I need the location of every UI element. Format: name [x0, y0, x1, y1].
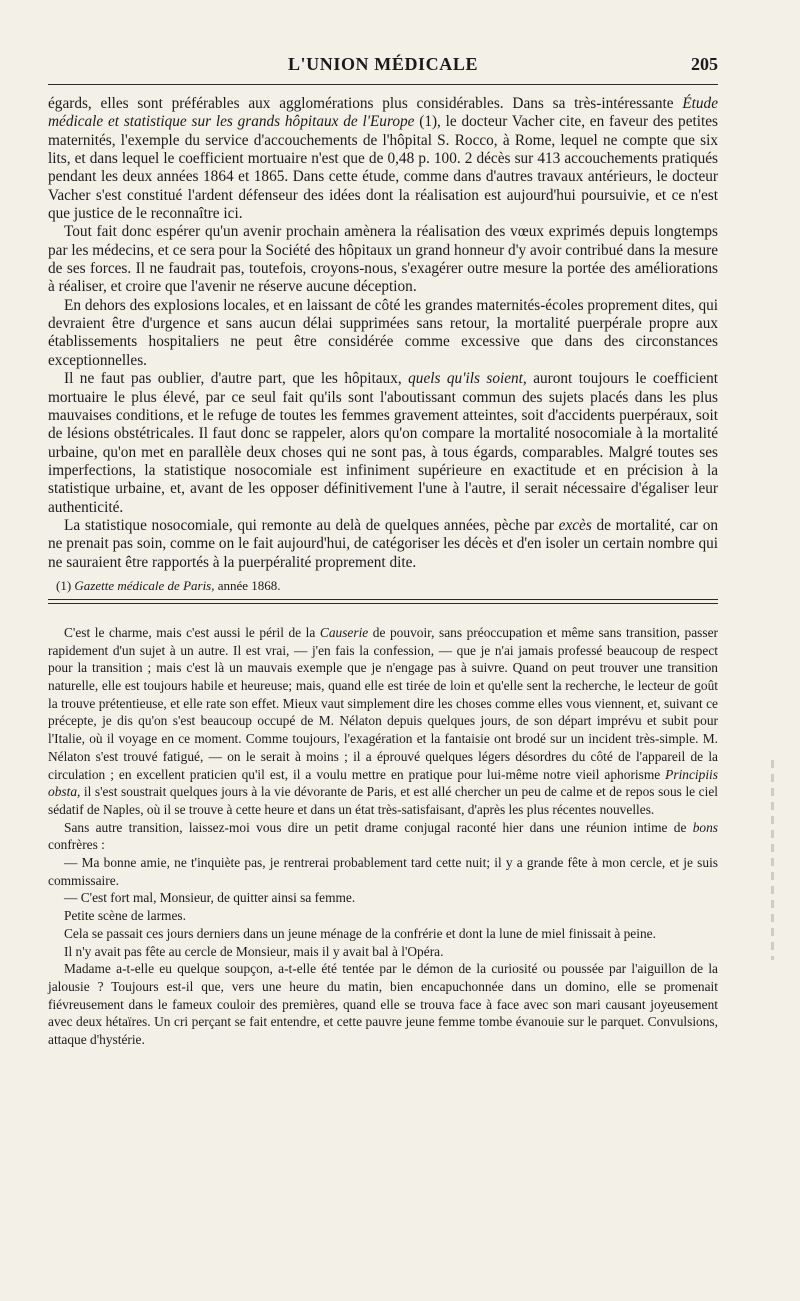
text-run: auront toujours le coefficient mortuaire le plus élevé, par ce seul fait qu'ils sont l'aboutissant commun des sujets placés dans les plus mauvaises conditions, et le refuge de toutes les femmes gravement atteintes, soit d'accidents puerpéraux, soit de lésions obstétricales. Il faut donc se rappeler, alors qu'on compare la mortalité nosocomiale à la mortalité urbaine, qu'on met en parallèle deux choses qui ne sont pas, à tous égards, comparables. Malgré toutes ses imperfections, la statistique nosocomiale est infiniment supérieure en exactitude et en précision à la statistique urbaine, et, avant de les opposer définitivement l'une à l'autre, il serait nécessaire d'égaliser leur authenticité.	[48, 370, 718, 516]
feuilleton-paragraph-4: — C'est fort mal, Monsieur, de quitter ainsi sa femme.	[64, 890, 356, 906]
paragraph-2: Tout fait donc espérer qu'un avenir prochain amènera la réalisation des vœux exprimés depuis longtemps par les médecins, et ce sera pour la Société des hôpitaux un grand honneur d'y avoir contribué dans la mesure de ses forces. Il ne faudrait pas, toutefois, croyons-nous, s'exagérer outre mesure la portée des améliorations à réaliser, et croire que l'avenir ne réserve aucune déception.	[48, 223, 718, 296]
text-run: Il ne faut pas oublier, d'autre part, que les hôpitaux,	[64, 370, 409, 388]
text-run: de mortalité, car on ne prenait pas soin, comme on le fait aujourd'hui, de catégoriser les décès et d'en isoler un certain nombre qui ne sauraient être rapportés à la puerpéralité proprement dite.	[48, 516, 719, 571]
text-run: La statistique nosocomiale, qui remonte au delà de quelques années, pèche par	[64, 516, 559, 534]
feuilleton-paragraph-1	[48, 624, 718, 819]
text-run: (1), le docteur Vacher cite, en faveur des petites maternités, l'exemple du service d'accouchements de l'hôpital S. Rocco, à Rome, lequel ne compte que six lits, et dans lequel le coefficient mortuaire n'est que de 0,48 p. 100. 2 décès sur 413 accouchements pratiqués pendant les deux années 1864 et 1865. Dans cette étude, comme dans d'autres travaux antérieurs, le docteur Vacher s'est constitué l'ardent défenseur des idées dont la réalisation est aujourd'hui poursuivie, et ce n'est que justice de le reconnaître ici.	[48, 113, 718, 223]
feuilleton-paragraph-3: — Ma bonne amie, ne t'inquiète pas, je rentrerai probablement tard cette nuit; il y a grande fête à mon cercle, et je suis commissaire.	[48, 855, 718, 888]
footnote-mark: (1)	[56, 577, 72, 593]
feuilleton-column	[48, 624, 718, 1049]
emphasis: quels qu'ils soient,	[408, 370, 527, 388]
paragraph-3: En dehors des explosions locales, et en laissant de côté les grandes maternités-écoles proprement dites, qui devraient être d'urgence et sans aucun délai supprimées sans retour, la mortalité puerpérale propre aux établissements hospitaliers ne peut être considérée comme excessive que dans des circonstances exceptionnelles.	[48, 296, 718, 369]
margin-bleed-mark	[762, 760, 782, 960]
text-run: égards, elles sont préférables aux agglomérations plus considérables. Dans sa très-intéressante	[48, 95, 683, 112]
text-run: C'est le charme, mais c'est aussi le péril de la	[64, 624, 320, 640]
footnote-source: Gazette médicale de Paris,	[74, 577, 215, 593]
bleed-texture	[771, 760, 774, 960]
journal-title: L'UNION MÉDICALE	[287, 54, 479, 74]
emphasis: Causerie	[319, 624, 369, 640]
footnote	[48, 578, 718, 593]
text-run: confrères :	[48, 837, 105, 853]
emphasis: bons	[692, 819, 718, 835]
page-number: 205	[691, 54, 718, 74]
feuilleton-paragraph-5: Petite scène de larmes.	[64, 908, 186, 924]
text-run: il s'est soustrait quelques jours à la vie dévorante de Paris, et est allé chercher un peu de calme et de repos sous le ciel sédatif de Naples, où il se trouve à cette heure et dans un état très-satisfaisant, d'après les plus récentes nouvelles.	[48, 784, 718, 817]
newspaper-page	[48, 50, 718, 1290]
main-article	[48, 95, 718, 593]
emphasis: excès	[558, 516, 592, 534]
text-run: Sans autre transition, laissez-moi vous dire un petit drame conjugal raconté hier dans une réunion intime de	[64, 819, 693, 835]
feuilleton-paragraph-6: Cela se passait ces jours derniers dans un jeune ménage de la confrérie et dont la lune de miel finissait à peine.	[64, 925, 656, 941]
paragraph-1	[48, 95, 718, 223]
feuilleton-paragraph-8: Madame a-t-elle eu quelque soupçon, a-t-elle été tentée par le démon de la curiosité ou poussée par l'aiguillon de la jalousie ? Toujours est-il que, vers une heure du matin, bien encapuchonnée dans un domino, elle se promenait fiévreusement dans le fameux couloir des premières, quand elle se trouva face à face avec son mari causant joyeusement avec deux hétaïres. Un cri perçant se fait entendre, et cette pauvre jeune femme tombe évanouie sur le parquet. Convulsions, attaque d'hystérie.	[48, 961, 718, 1048]
cited-work-title: Étude médicale et statistique sur les grands hôpitaux de l'Europe	[48, 95, 718, 131]
feuilleton-paragraph-7: Il n'y avait pas fête au cercle de Monsieur, mais il y avait bal à l'Opéra.	[64, 943, 444, 959]
feuilleton-paragraph-2	[48, 819, 718, 854]
section-divider	[48, 599, 718, 604]
footnote-text: année 1868.	[214, 577, 281, 593]
text-run: de pouvoir, sans préoccupation et même sans transition, passer rapidement d'un sujet à un autre. Il est vrai, — j'en fais la confession, — que je n'ai jamais professé beaucoup de respect pour la transition ; mais c'est là un mauvais exemple que je n'engage pas à suivre. Quand on peut trouver une transition naturelle, elle est toujours habile et heureuse; mais, quand elle est tirée de loin et qu'elle sent la recherche, le lecteur de goût la trouve prétentieuse, et elle rate son effet. Mieux vaut simplement dire les choses comme elles vous viennent, et, suivant ce précepte, je dis qu'on s'est beaucoup occupé de M. Nélaton depuis quelques jours, de son départ imprévu et subit pour l'Italie, où il voyage en ce moment. Comme toujours, l'exagération et la fantaisie ont brodé sur un incident très-simple. M. Nélaton s'est trouvé fatigué, — on le serait à moins ; il a éprouvé quelques légers désordres du côté de l'appareil de la circulation ; en excellent praticien qu'il est, il a voulu mettre en pratique pour lui-même notre vieil aphorisme	[48, 624, 718, 782]
paragraph-4	[48, 370, 718, 517]
paragraph-5	[48, 517, 718, 572]
emphasis: Principiis obsta,	[48, 766, 718, 800]
page-header	[48, 50, 718, 85]
